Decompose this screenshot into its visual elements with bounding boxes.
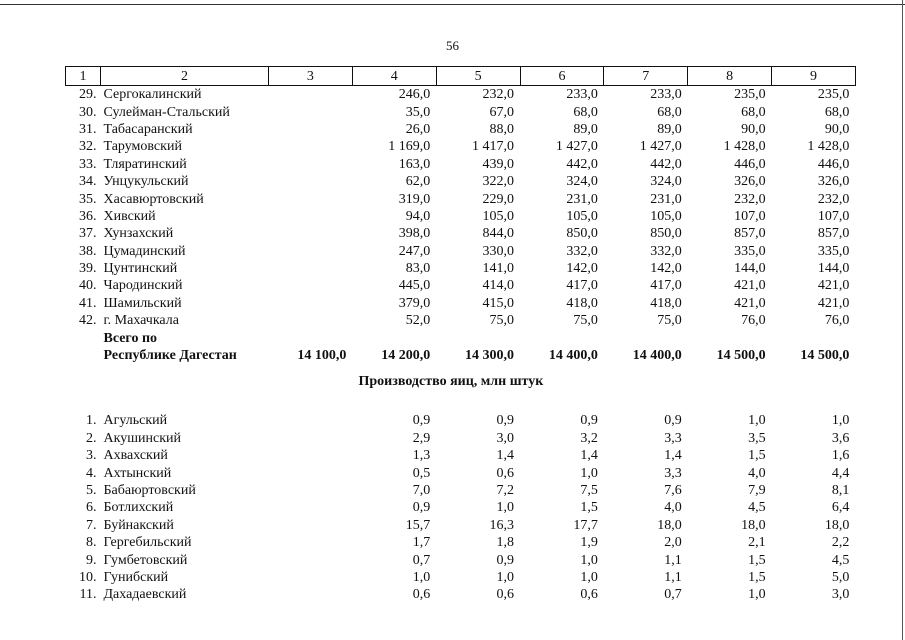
table-row: [66, 121, 856, 138]
table-row: [66, 277, 856, 294]
value-cell: 857,0: [817, 226, 850, 242]
value-cell: 324,0: [650, 174, 682, 190]
total-value: 14 100,0: [297, 348, 347, 364]
value-cell: 1,5: [580, 500, 598, 516]
table-row: [66, 534, 856, 551]
value-cell: [269, 190, 353, 207]
column-header-2: 2: [101, 67, 269, 86]
district-name: Цумадинский: [103, 243, 186, 259]
table-row: [66, 517, 856, 534]
value-cell: 1,5: [748, 552, 766, 568]
value-cell: 83,0: [405, 261, 431, 277]
row-number: 29.: [79, 87, 97, 103]
value-cell: 332,0: [650, 243, 682, 259]
row-number: 6.: [86, 500, 97, 516]
value-cell: 1,0: [496, 569, 515, 585]
column-header-5: 5: [436, 67, 520, 86]
value-cell: 246,0: [398, 87, 431, 103]
table-row: [66, 103, 856, 120]
value-cell: [269, 156, 353, 173]
table-row: [66, 225, 856, 242]
section-row: [66, 364, 856, 398]
value-cell: 421,0: [817, 295, 850, 311]
row-number: 10.: [79, 569, 97, 585]
value-cell: 850,0: [566, 226, 598, 242]
value-cell: [269, 569, 353, 586]
column-header-6: 6: [520, 67, 604, 86]
value-cell: [269, 277, 353, 294]
section-empty: [101, 364, 269, 398]
total-value: 14 500,0: [716, 348, 766, 364]
value-cell: 0,5: [412, 465, 431, 481]
table-row: [66, 312, 856, 329]
value-cell: 7,2: [496, 483, 515, 498]
value-cell: 75,0: [573, 313, 598, 329]
value-cell: 233,0: [566, 87, 598, 103]
value-cell: 1,1: [664, 569, 682, 585]
row-number: 42.: [79, 313, 97, 329]
table-row: [66, 412, 856, 429]
total-value: 14 200,0: [381, 348, 431, 364]
total-empty: [688, 329, 772, 346]
total-value: 14 400,0: [548, 348, 598, 364]
column-header-7: 7: [604, 67, 688, 86]
row-number: 11.: [79, 587, 97, 603]
district-name: Хивский: [103, 208, 156, 224]
section-empty: [66, 364, 101, 398]
value-cell: [269, 260, 353, 277]
value-cell: 0,7: [412, 552, 431, 568]
value-cell: 1,6: [831, 448, 850, 464]
value-cell: 398,0: [398, 226, 431, 242]
row-number: 2.: [86, 430, 97, 446]
district-name: Сергокалинский: [103, 87, 202, 103]
value-cell: 18,0: [824, 517, 850, 533]
value-cell: 3,0: [831, 587, 850, 603]
total-empty: [772, 329, 856, 346]
scan-edge-right: [902, 0, 903, 640]
value-cell: 1,5: [748, 569, 766, 585]
value-cell: 3,6: [831, 430, 850, 446]
value-cell: 1,1: [664, 552, 682, 568]
total-row: [66, 347, 856, 364]
value-cell: 3,5: [748, 430, 766, 446]
value-cell: 18,0: [741, 517, 766, 533]
row-number: 4.: [86, 465, 97, 481]
value-cell: 105,0: [650, 208, 682, 224]
value-cell: 76,0: [741, 313, 766, 329]
value-cell: 232,0: [817, 191, 850, 207]
value-cell: 6,4: [831, 500, 850, 516]
spacer-cell: [66, 398, 856, 412]
table-body: [66, 86, 856, 604]
value-cell: 7,5: [580, 483, 598, 498]
value-cell: 4,5: [748, 500, 766, 516]
value-cell: [269, 295, 353, 312]
district-name: г. Махачкала: [103, 313, 179, 329]
value-cell: 142,0: [650, 261, 682, 277]
district-name: Табасаранский: [103, 121, 193, 137]
value-cell: 26,0: [405, 121, 431, 137]
value-cell: 417,0: [650, 278, 682, 294]
value-cell: 1,0: [580, 552, 598, 568]
row-number: 36.: [79, 208, 97, 224]
value-cell: 15,7: [405, 517, 431, 533]
value-cell: [269, 243, 353, 260]
value-cell: 105,0: [482, 208, 515, 224]
row-number: 41.: [79, 295, 97, 311]
district-name: Хасавюртовский: [103, 191, 204, 207]
column-header-9: 9: [772, 67, 856, 86]
table-row: [66, 243, 856, 260]
total-empty: [352, 329, 436, 346]
value-cell: 7,9: [748, 483, 766, 498]
row-number: 35.: [79, 191, 97, 207]
value-cell: 3,0: [496, 430, 515, 446]
value-cell: 1,0: [580, 569, 598, 585]
value-cell: 0,9: [664, 413, 682, 429]
table-row: [66, 295, 856, 312]
value-cell: 844,0: [482, 226, 515, 242]
value-cell: 1,0: [831, 413, 850, 429]
value-cell: [269, 412, 353, 429]
value-cell: 379,0: [398, 295, 431, 311]
value-cell: 141,0: [482, 261, 515, 277]
value-cell: [269, 447, 353, 464]
value-cell: 418,0: [566, 295, 598, 311]
value-cell: 1,4: [664, 448, 682, 464]
district-name: Хунзахский: [103, 226, 174, 242]
value-cell: 18,0: [657, 517, 682, 533]
district-name: Ахвахский: [103, 448, 168, 464]
value-cell: 233,0: [650, 87, 682, 103]
value-cell: 0,9: [412, 500, 431, 516]
value-cell: 1,4: [496, 448, 515, 464]
value-cell: 107,0: [817, 208, 850, 224]
value-cell: 163,0: [398, 156, 431, 172]
table-row: [66, 173, 856, 190]
value-cell: 4,4: [831, 465, 850, 481]
value-cell: 417,0: [566, 278, 598, 294]
value-cell: 850,0: [650, 226, 682, 242]
value-cell: 445,0: [398, 278, 431, 294]
value-cell: 89,0: [573, 121, 598, 137]
total-empty: [66, 329, 101, 346]
value-cell: 442,0: [566, 156, 598, 172]
value-cell: 421,0: [734, 278, 766, 294]
value-cell: 231,0: [566, 191, 598, 207]
value-cell: 1,4: [580, 448, 598, 464]
value-cell: 8,1: [831, 483, 850, 498]
data-table: [65, 66, 856, 604]
table-row: [66, 447, 856, 464]
value-cell: 324,0: [566, 174, 598, 190]
district-name: Ботлихский: [103, 500, 174, 516]
value-cell: 247,0: [398, 243, 431, 259]
district-name: Гунибский: [103, 569, 169, 585]
district-name: Буйнакский: [103, 517, 174, 533]
value-cell: [269, 551, 353, 568]
value-cell: [269, 138, 353, 155]
value-cell: 0,9: [412, 413, 431, 429]
column-header-3: 3: [269, 67, 353, 86]
value-cell: [269, 517, 353, 534]
value-cell: 442,0: [650, 156, 682, 172]
table-row: [66, 430, 856, 447]
table-row: [66, 551, 856, 568]
value-cell: 88,0: [489, 121, 515, 137]
row-number: 31.: [79, 121, 97, 137]
value-cell: 75,0: [657, 313, 682, 329]
header-row: [66, 67, 856, 86]
value-cell: 4,5: [831, 552, 850, 568]
row-number: 5.: [86, 483, 97, 498]
district-name: Чародинский: [103, 278, 183, 294]
total-empty: [520, 329, 604, 346]
value-cell: [269, 208, 353, 225]
district-name: Сулейман-Стальский: [103, 104, 230, 120]
value-cell: 62,0: [405, 174, 431, 190]
total-row-label: [66, 329, 856, 346]
value-cell: 414,0: [482, 278, 515, 294]
value-cell: 439,0: [482, 156, 515, 172]
value-cell: 1 169,0: [388, 139, 431, 155]
row-number: 30.: [79, 104, 97, 120]
value-cell: [269, 430, 353, 447]
value-cell: 89,0: [657, 121, 682, 137]
value-cell: 418,0: [650, 295, 682, 311]
value-cell: [269, 103, 353, 120]
table-row: [66, 464, 856, 481]
value-cell: 75,0: [489, 313, 515, 329]
value-cell: 232,0: [482, 87, 515, 103]
value-cell: [269, 86, 353, 104]
value-cell: 1,0: [580, 465, 598, 481]
value-cell: 335,0: [734, 243, 766, 259]
value-cell: [269, 464, 353, 481]
table-row: [66, 586, 856, 603]
value-cell: 52,0: [405, 313, 431, 329]
table-row: [66, 208, 856, 225]
row-number: 3.: [86, 448, 97, 464]
value-cell: 1,8: [496, 535, 515, 551]
value-cell: 319,0: [398, 191, 431, 207]
district-name: Акушинский: [103, 430, 181, 446]
total-value: 14 500,0: [800, 348, 850, 364]
value-cell: 415,0: [482, 295, 515, 311]
value-cell: 0,7: [664, 587, 682, 603]
table-row: [66, 482, 856, 499]
district-name: Ахтынский: [103, 465, 172, 481]
value-cell: 1 428,0: [807, 139, 850, 155]
value-cell: 421,0: [817, 278, 850, 294]
value-cell: 3,3: [664, 465, 682, 481]
value-cell: 1,3: [412, 448, 431, 464]
value-cell: 5,0: [831, 569, 850, 585]
spacer-row: [66, 398, 856, 412]
row-number: 37.: [79, 226, 97, 242]
value-cell: [269, 173, 353, 190]
total-value: 14 300,0: [465, 348, 515, 364]
row-number: 8.: [86, 535, 97, 551]
value-cell: 35,0: [405, 104, 431, 120]
value-cell: 0,6: [496, 465, 515, 481]
district-name: Шамильский: [103, 295, 182, 311]
value-cell: 335,0: [817, 243, 850, 259]
table-row: [66, 569, 856, 586]
total-empty: [66, 347, 101, 364]
row-number: 1.: [86, 413, 97, 429]
value-cell: 1 428,0: [723, 139, 766, 155]
value-cell: 7,0: [412, 483, 431, 498]
total-value: 14 400,0: [632, 348, 682, 364]
row-number: 7.: [86, 517, 97, 533]
total-label-line1: Всего по: [103, 330, 158, 346]
value-cell: 68,0: [657, 104, 682, 120]
value-cell: 94,0: [405, 208, 431, 224]
value-cell: 0,9: [496, 552, 515, 568]
district-name: Гергебильский: [103, 535, 192, 551]
value-cell: 67,0: [489, 104, 515, 120]
value-cell: 4,0: [748, 465, 766, 481]
district-name: Дахадаевский: [103, 587, 187, 603]
value-cell: 2,0: [664, 535, 682, 551]
value-cell: 231,0: [650, 191, 682, 207]
value-cell: 0,9: [580, 413, 598, 429]
value-cell: 0,6: [496, 587, 515, 603]
value-cell: 68,0: [573, 104, 598, 120]
column-header-8: 8: [688, 67, 772, 86]
value-cell: 90,0: [741, 121, 766, 137]
value-cell: 857,0: [734, 226, 766, 242]
value-cell: 2,2: [831, 535, 850, 551]
value-cell: 16,3: [489, 517, 515, 533]
total-empty: [604, 329, 688, 346]
district-name: Агульский: [103, 413, 168, 429]
district-name: Цунтинский: [103, 261, 178, 277]
table-row: [66, 190, 856, 207]
value-cell: 17,7: [573, 517, 598, 533]
row-number: 39.: [79, 261, 97, 277]
column-header-4: 4: [352, 67, 436, 86]
district-name: Бабаюртовский: [103, 483, 196, 498]
value-cell: 235,0: [734, 87, 766, 103]
value-cell: 332,0: [566, 243, 598, 259]
value-cell: 107,0: [734, 208, 766, 224]
value-cell: 1,0: [496, 500, 515, 516]
table-row: [66, 156, 856, 173]
value-cell: 0,6: [580, 587, 598, 603]
value-cell: 76,0: [824, 313, 850, 329]
scan-edge-top: [0, 4, 905, 5]
value-cell: 446,0: [734, 156, 766, 172]
value-cell: 144,0: [734, 261, 766, 277]
value-cell: [269, 121, 353, 138]
value-cell: 2,9: [412, 430, 431, 446]
value-cell: 232,0: [734, 191, 766, 207]
value-cell: [269, 225, 353, 242]
total-label-line2: Республике Дагестан: [103, 348, 237, 364]
value-cell: 144,0: [817, 261, 850, 277]
value-cell: 322,0: [482, 174, 515, 190]
value-cell: 326,0: [817, 174, 850, 190]
value-cell: 142,0: [566, 261, 598, 277]
value-cell: 1 427,0: [555, 139, 598, 155]
value-cell: 3,2: [580, 430, 598, 446]
value-cell: 1,7: [412, 535, 431, 551]
value-cell: 1,0: [748, 587, 766, 603]
total-empty: [436, 329, 520, 346]
value-cell: 330,0: [482, 243, 515, 259]
value-cell: [269, 499, 353, 516]
value-cell: 68,0: [824, 104, 850, 120]
row-number: 32.: [79, 139, 97, 155]
row-number: 34.: [79, 174, 97, 190]
row-number: 33.: [79, 156, 97, 172]
value-cell: 90,0: [824, 121, 850, 137]
value-cell: 446,0: [817, 156, 850, 172]
value-cell: [269, 586, 353, 603]
value-cell: 68,0: [741, 104, 766, 120]
value-cell: [269, 534, 353, 551]
value-cell: 229,0: [482, 191, 515, 207]
value-cell: 1,0: [412, 569, 431, 585]
table-row: [66, 260, 856, 277]
column-header-1: 1: [66, 67, 101, 86]
district-name: Гумбетовский: [103, 552, 188, 568]
value-cell: 105,0: [566, 208, 598, 224]
value-cell: 1 417,0: [472, 139, 515, 155]
value-cell: [269, 482, 353, 499]
section-title: Производство яиц, млн штук: [358, 373, 544, 389]
row-number: 9.: [86, 552, 97, 568]
value-cell: 4,0: [664, 500, 682, 516]
value-cell: 0,6: [412, 587, 431, 603]
district-name: Унцукульский: [103, 174, 189, 190]
value-cell: 235,0: [817, 87, 850, 103]
value-cell: 1,0: [748, 413, 766, 429]
table-row: [66, 86, 856, 104]
district-name: Тляратинский: [103, 156, 187, 172]
value-cell: 326,0: [734, 174, 766, 190]
value-cell: 1,9: [580, 535, 598, 551]
table-row: [66, 138, 856, 155]
total-empty: [269, 329, 353, 346]
value-cell: 1 427,0: [639, 139, 682, 155]
value-cell: 3,3: [664, 430, 682, 446]
district-name: Тарумовский: [103, 139, 182, 155]
value-cell: 0,9: [496, 413, 515, 429]
value-cell: 7,6: [664, 483, 682, 498]
row-number: 40.: [79, 278, 97, 294]
value-cell: 2,1: [748, 535, 766, 551]
table-row: [66, 499, 856, 516]
row-number: 38.: [79, 243, 97, 259]
value-cell: [269, 312, 353, 329]
page-number: 56: [446, 38, 459, 53]
value-cell: 1,5: [748, 448, 766, 464]
value-cell: 421,0: [734, 295, 766, 311]
